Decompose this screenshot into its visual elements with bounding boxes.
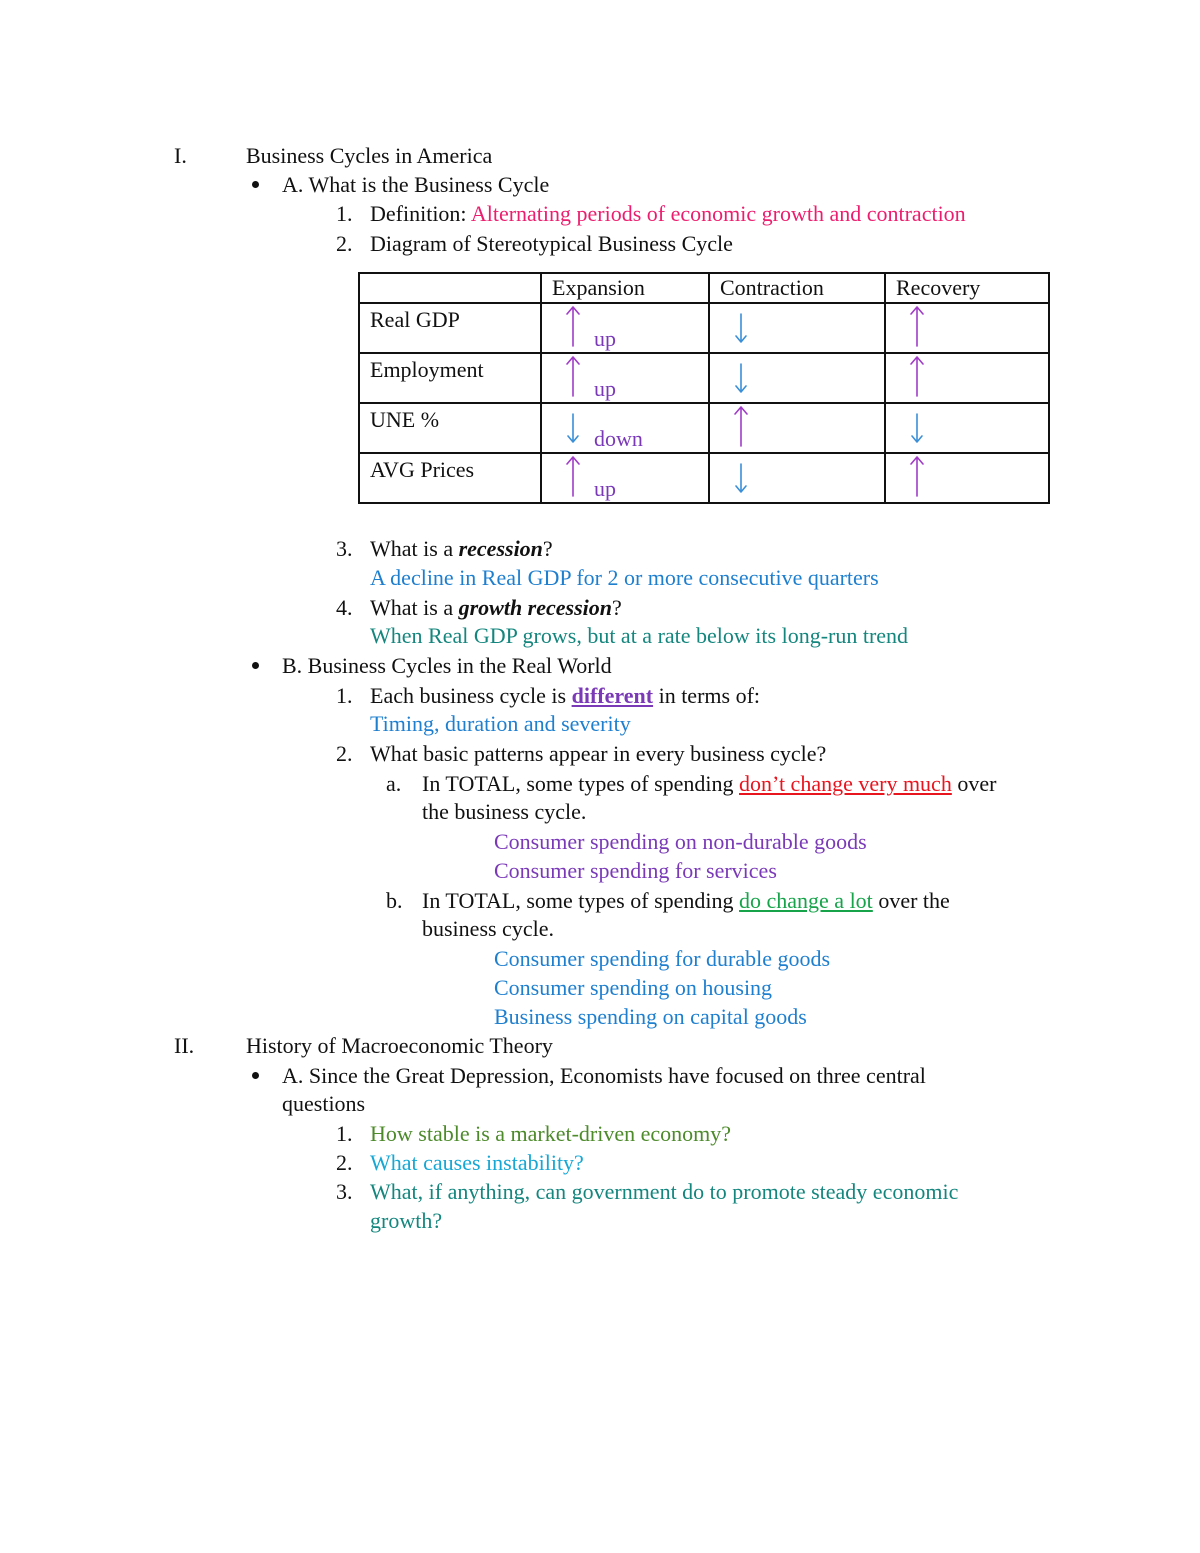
direction-word: up	[594, 476, 616, 501]
item-letter: a.	[386, 771, 402, 796]
item-number: 2.	[336, 231, 353, 256]
table-header-cell: Expansion	[541, 273, 709, 303]
arrow-down-icon	[910, 404, 924, 450]
direction-word: up	[594, 376, 616, 401]
table-header-row	[359, 273, 1049, 303]
recession-question	[370, 535, 553, 563]
item-number: 3.	[336, 1179, 353, 1204]
recession-term: recession	[458, 536, 543, 561]
central-question: What, if anything, can government do to promote steady economic	[370, 1179, 959, 1204]
section-2-numeral: II.	[174, 1033, 195, 1058]
different-term: different	[571, 683, 654, 708]
line-text: in terms of:	[653, 683, 761, 708]
arrow-down-icon	[734, 454, 748, 500]
subsection-2a-line2: questions	[282, 1091, 366, 1116]
pattern-b-line	[422, 887, 950, 915]
question-text: What is a	[370, 595, 459, 620]
subsection-1a-title: A. What is the Business Cycle	[282, 172, 550, 197]
table-cell	[709, 303, 885, 353]
central-question-cont: growth?	[370, 1208, 443, 1233]
question-mark: ?	[612, 595, 622, 620]
table-row	[359, 303, 1049, 353]
row-label-cell	[359, 303, 541, 353]
recession-answer: A decline in Real GDP for 2 or more consecutive quarters	[370, 565, 879, 590]
table-cell	[885, 403, 1049, 453]
arrow-down-icon	[734, 304, 748, 350]
table-header-cell	[359, 273, 541, 303]
pattern-b-cont: business cycle.	[422, 916, 554, 941]
table-header-cell: Recovery	[885, 273, 1049, 303]
question-mark: ?	[542, 536, 553, 561]
central-question: How stable is a market-driven economy?	[370, 1121, 732, 1146]
section-1-numeral: I.	[174, 143, 187, 168]
bullet-icon	[252, 1072, 259, 1079]
arrow-up-icon	[734, 404, 748, 450]
patterns-question: What basic patterns appear in every business cycle?	[370, 741, 827, 766]
arrow-up-icon	[910, 304, 924, 350]
arrow-down-icon	[566, 404, 580, 450]
table-cell	[885, 303, 1049, 353]
row-label: Employment	[370, 357, 484, 382]
line-text: In TOTAL, some types of spending	[422, 771, 740, 796]
table-cell	[541, 353, 709, 403]
row-label-cell	[359, 453, 541, 503]
arrow-up-icon	[566, 354, 580, 400]
growth-recession-term: growth recession	[458, 595, 613, 620]
item-number: 3.	[336, 536, 353, 561]
table-row	[359, 403, 1049, 453]
table-row	[359, 353, 1049, 403]
table-cell	[541, 403, 709, 453]
arrow-up-icon	[566, 454, 580, 500]
section-2-title: History of Macroeconomic Theory	[246, 1033, 553, 1058]
business-cycle-different-line	[370, 682, 760, 710]
bullet-icon	[252, 181, 259, 188]
definition-answer: Alternating periods of economic growth and contraction	[470, 201, 966, 226]
table-cell	[885, 353, 1049, 403]
line-text: Each business cycle is	[370, 683, 572, 708]
question-text: What is a	[370, 536, 459, 561]
table-cell	[709, 453, 885, 503]
item-number: 1.	[336, 683, 353, 708]
row-label-cell	[359, 353, 541, 403]
item-number: 2.	[336, 1150, 353, 1175]
pattern-a-line	[422, 770, 996, 798]
item-number: 1.	[336, 201, 353, 226]
subsection-1b-title: B. Business Cycles in the Real World	[282, 653, 612, 678]
line-text: over the	[872, 888, 950, 913]
row-label: AVG Prices	[370, 457, 475, 482]
item-number: 4.	[336, 595, 353, 620]
arrow-up-icon	[566, 304, 580, 350]
different-answer: Timing, duration and severity	[370, 711, 631, 736]
dont-change-term: don’t change very much	[739, 771, 952, 796]
item-letter: b.	[386, 888, 403, 913]
bullet-icon	[252, 662, 259, 669]
table-cell	[541, 453, 709, 503]
table-cell	[885, 453, 1049, 503]
subsection-2a-line1: A. Since the Great Depression, Economists have focused on three central	[282, 1063, 926, 1088]
section-1-title: Business Cycles in America	[246, 143, 493, 168]
example-item: Consumer spending on housing	[494, 975, 773, 1000]
pattern-a-cont: the business cycle.	[422, 799, 587, 824]
example-item: Consumer spending for services	[494, 858, 777, 883]
table-cell	[709, 403, 885, 453]
table-header-cell: Contraction	[709, 273, 885, 303]
row-label-cell	[359, 403, 541, 453]
diagram-heading: Diagram of Stereotypical Business Cycle	[370, 231, 733, 256]
direction-word: up	[594, 326, 616, 351]
growth-recession-question	[370, 594, 622, 622]
arrow-up-icon	[910, 454, 924, 500]
row-label: Real GDP	[370, 307, 460, 332]
example-item: Business spending on capital goods	[494, 1004, 807, 1029]
definition-line	[370, 200, 966, 228]
item-number: 2.	[336, 741, 353, 766]
table-cell	[709, 353, 885, 403]
table-row	[359, 453, 1049, 503]
example-item: Consumer spending on non-durable goods	[494, 829, 867, 854]
business-cycle-table	[358, 272, 1050, 504]
item-number: 1.	[336, 1121, 353, 1146]
central-question: What causes instability?	[370, 1150, 584, 1175]
row-label: UNE %	[370, 407, 440, 432]
definition-label: Definition:	[370, 201, 471, 226]
table-cell	[541, 303, 709, 353]
example-item: Consumer spending for durable goods	[494, 946, 831, 971]
line-text: In TOTAL, some types of spending	[422, 888, 740, 913]
growth-recession-answer: When Real GDP grows, but at a rate below its long-run trend	[370, 623, 909, 648]
arrow-up-icon	[910, 354, 924, 400]
arrow-down-icon	[734, 354, 748, 400]
do-change-term: do change a lot	[739, 888, 873, 913]
direction-word: down	[594, 426, 643, 451]
line-text: over	[951, 771, 997, 796]
